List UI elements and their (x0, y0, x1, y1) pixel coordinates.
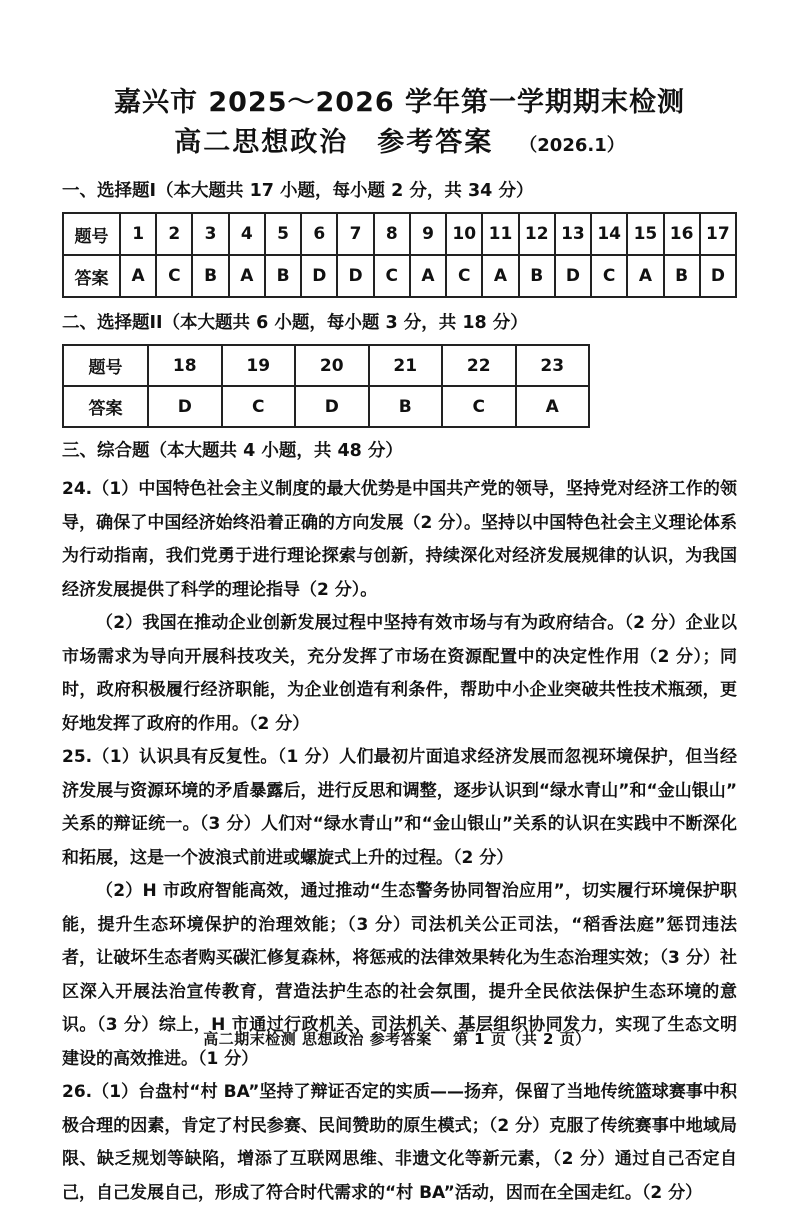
answer-cell: B (369, 386, 443, 427)
answer-paragraph-24-1: 24.（1）中国特色社会主义制度的最大优势是中国共产党的领导，坚持党对经济工作的领导，确保了中国经济始终沿着正确的方向发展（2 分）。坚持以中国特色社会主义理论体系为行动指南，我们党勇于进行理论探索与创新，持续深化对经济发展规律的认识，为我国经济发展提供了科学的理论指导（2 分）。 (62, 479, 737, 600)
table-row (63, 255, 736, 297)
section3-heading: 三、综合题（本大题共 4 小题，共 48 分） (62, 441, 403, 461)
answer-cell: D (148, 386, 222, 427)
question-number-cell: 16 (664, 213, 700, 255)
question-number-cell: 20 (295, 345, 369, 386)
answer-cell: D (700, 255, 736, 297)
document-subtitle-row (62, 126, 737, 163)
question-number-cell: 21 (369, 345, 443, 386)
row-header-answer: 答案 (63, 255, 120, 297)
question-number-cell: 18 (148, 345, 222, 386)
answer-cell: D (295, 386, 369, 427)
question-number-cell: 9 (410, 213, 446, 255)
question-number-cell: 17 (700, 213, 736, 255)
answer-cell: A (410, 255, 446, 297)
question-number-cell: 4 (229, 213, 265, 255)
answer-cell: B (265, 255, 301, 297)
answer-cell: C (222, 386, 296, 427)
table-row (63, 213, 736, 255)
question-number-cell: 12 (519, 213, 555, 255)
question-number-cell: 1 (120, 213, 156, 255)
question-number-cell: 8 (374, 213, 410, 255)
row-header-number: 题号 (63, 345, 148, 386)
answer-paragraph-24-2: （2）我国在推动企业创新发展过程中坚持有效市场与有为政府结合。（2 分）企业以市场需求为导向开展科技攻关，充分发挥了市场在资源配置中的决定性作用（2 分）；同时，政府积极履行经济职能，为企业创造有利条件，帮助中小企业突破共性技术瓶颈，更好地发挥了政府的作用。（2 分） (62, 613, 737, 734)
answer-cell: A (516, 386, 590, 427)
document-title: 嘉兴市 2025～2026 学年第一学期期末检测 (113, 87, 686, 118)
answer-cell: A (482, 255, 518, 297)
answer-cell: D (337, 255, 373, 297)
row-header-number: 题号 (63, 213, 120, 255)
table-row (63, 386, 589, 427)
question-number-cell: 5 (265, 213, 301, 255)
answer-cell: D (301, 255, 337, 297)
question-number-cell: 14 (591, 213, 627, 255)
answer-cell: C (591, 255, 627, 297)
answer-cell: C (374, 255, 410, 297)
answer-table-2 (62, 344, 590, 428)
question-number-cell: 15 (627, 213, 663, 255)
section1-heading: 一、选择题I（本大题共 17 小题，每小题 2 分，共 34 分） (62, 181, 534, 201)
answer-cell: B (664, 255, 700, 297)
answer-cell: A (120, 255, 156, 297)
answer-cell: B (192, 255, 228, 297)
question-number-cell: 10 (446, 213, 482, 255)
question-number-cell: 13 (555, 213, 591, 255)
answer-cell: A (229, 255, 265, 297)
question-number-cell: 2 (156, 213, 192, 255)
question-number-cell: 7 (337, 213, 373, 255)
answer-cell: C (442, 386, 516, 427)
answer-cell: A (627, 255, 663, 297)
question-number-cell: 23 (516, 345, 590, 386)
row-header-answer: 答案 (63, 386, 148, 427)
essay-answers-block (62, 473, 737, 1210)
answer-cell: D (555, 255, 591, 297)
question-number-cell: 3 (192, 213, 228, 255)
table-row (63, 345, 589, 386)
answer-cell: C (446, 255, 482, 297)
answer-cell: B (519, 255, 555, 297)
question-number-cell: 6 (301, 213, 337, 255)
answer-cell: C (156, 255, 192, 297)
question-number-cell: 22 (442, 345, 516, 386)
question-number-cell: 11 (482, 213, 518, 255)
section2-heading: 二、选择题II（本大题共 6 小题，每小题 3 分，共 18 分） (62, 313, 528, 333)
answer-paragraph-26-1: 26.（1）台盘村“村 BA”坚持了辩证否定的实质——扬弃，保留了当地传统篮球赛事中积极合理的因素，肯定了村民参赛、民间赞助的原生模式；（2 分）克服了传统赛事中地域局限、缺乏规划等缺陷，增添了互联网思维、非遗文化等新元素，（2 分）通过自己否定自己，自己发展自己，形成了符合时代需求的“村 BA”活动，因而在全国走红。（2 分） (62, 1082, 737, 1203)
answer-table-1 (62, 212, 737, 298)
answer-paragraph-25-1: 25.（1）认识具有反复性。（1 分）人们最初片面追求经济发展而忽视环境保护，但当经济发展与资源环境的矛盾暴露后，进行反思和调整，逐步认识到“绿水青山”和“金山银山”关系的辩证统一。（3 分）人们对“绿水青山”和“金山银山”关系的认识在实践中不断深化和拓展，这是一个波浪式前进或螺旋式上升的过程。（2 分） (62, 747, 737, 868)
document-subtitle: 高二思想政治 参考答案 (174, 127, 494, 158)
answer-paragraph-25-2: （2）H 市政府智能高效，通过推动“生态警务协同智治应用”，切实履行环境保护职能，提升生态环境保护的治理效能；（3 分）司法机关公正司法，“稻香法庭”惩罚违法者，让破坏生态者购买碳汇修复森林，将惩戒的法律效果转化为生态治理实效；（3 分）社区深入开展法治宣传教育，营造法护生态的社会氛围，提升全民依法保护生态环境的意识。（3 分）综上，H 市通过行政机关、司法机关、基层组织协同发力，实现了生态文明建设的高效推进。（1 分） (62, 881, 737, 1069)
question-number-cell: 19 (222, 345, 296, 386)
document-date: （2026.1） (519, 135, 625, 156)
page-footer: 高二期末检测 思想政治 参考答案 第 1 页（共 2 页） (203, 1030, 591, 1048)
